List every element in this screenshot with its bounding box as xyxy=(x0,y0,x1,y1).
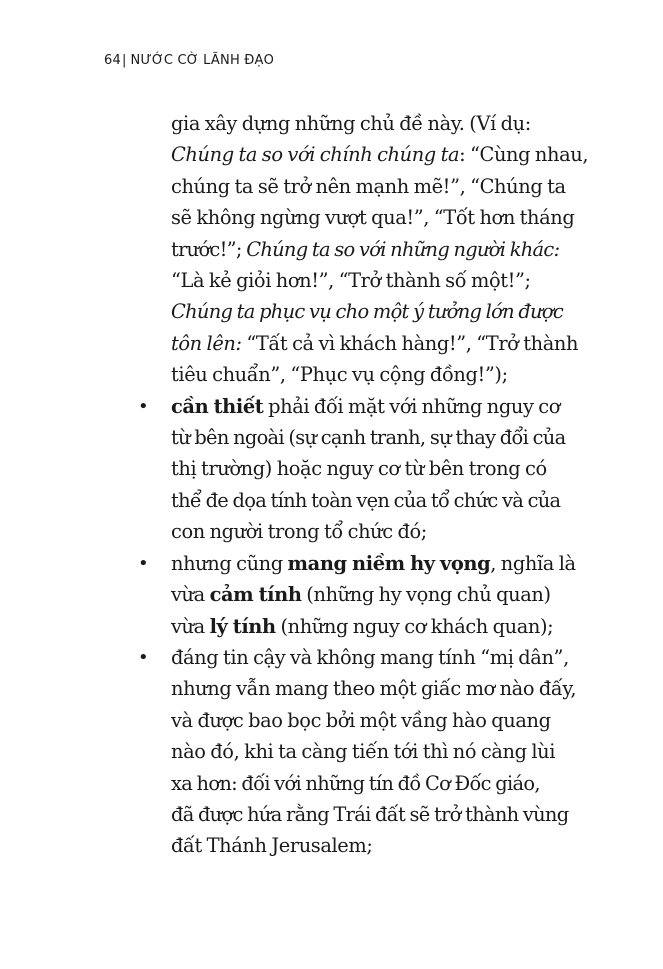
text-run: trước!”; xyxy=(171,237,247,261)
book-title: NƯỚC CỜ LÃNH ĐẠO xyxy=(130,53,275,68)
text-run: : “Cùng nhau, xyxy=(459,143,589,167)
text-line: nhưng vẫn mang theo một giấc mơ nào đấy, xyxy=(171,677,577,701)
text-line: từ bên ngoài (sự cạnh tranh, sự thay đổi của xyxy=(171,426,566,450)
text-line: đáng tin cậy và không mang tính “mị dân”, xyxy=(171,645,569,669)
bold-phrase: lý tính xyxy=(209,614,276,638)
text-line: “Là kẻ giỏi hơn!”, “Trở thành số một!”; xyxy=(171,269,531,293)
intro-paragraph xyxy=(171,108,589,391)
bold-phrase: cần thiết xyxy=(171,394,264,418)
text-line xyxy=(171,611,561,642)
text-run: nhưng cũng xyxy=(171,551,288,575)
text-line xyxy=(171,139,589,170)
text-run: “Tất cả vì khách hàng!”, “Trở thành xyxy=(241,331,579,355)
text-line: xa hơn: đối với những tín đồ Cơ Đốc giáo, xyxy=(171,771,540,795)
italic-phrase: Chúng ta so với những người khác: xyxy=(246,237,560,261)
italic-phrase: Chúng ta so với chính chúng ta xyxy=(171,143,460,167)
text-run: phải đối mặt với những nguy cơ xyxy=(263,394,561,418)
page-body xyxy=(138,108,589,862)
text-line: chúng ta sẽ trở nên mạnh mẽ!”, “Chúng ta xyxy=(171,174,566,198)
text-run: (những hy vọng chủ quan) xyxy=(301,583,551,607)
list-item xyxy=(138,391,566,548)
text-line: tiêu chuẩn”, “Phục vụ cộng đồng!”); xyxy=(171,363,508,387)
text-line: thể đe dọa tính toàn vẹn của tổ chức và của xyxy=(171,488,561,512)
bold-phrase: cảm tính xyxy=(209,583,302,607)
bullet-icon: • xyxy=(138,552,149,574)
italic-phrase: Chúng ta phục vụ cho một ý tưởng lớn được xyxy=(171,300,564,324)
text-run: (những nguy cơ khách quan); xyxy=(275,614,554,638)
text-line: nào đó, khi ta càng tiến tới thì nó càng lùi xyxy=(171,740,556,764)
bold-phrase: mang niềm hy vọng xyxy=(287,551,491,575)
text-run: , nghĩa là xyxy=(490,551,576,575)
list-item xyxy=(138,548,576,642)
list-item xyxy=(138,642,577,862)
text-line: sẽ không ngừng vượt qua!”, “Tốt hơn tháng xyxy=(171,206,575,230)
text-line: thị trường) hoặc nguy cơ từ bên trong có xyxy=(171,457,547,481)
text-line xyxy=(171,296,564,327)
page-number: 64 xyxy=(104,53,121,68)
text-run: vừa xyxy=(171,583,210,607)
text-run: vừa xyxy=(171,614,210,638)
text-line xyxy=(171,234,561,265)
text-line xyxy=(171,391,561,422)
text-line: gia xây dựng những chủ đề này. (Ví dụ: xyxy=(171,112,531,135)
header-separator: | xyxy=(121,53,127,68)
running-header xyxy=(104,53,274,68)
bullet-icon: • xyxy=(138,646,149,668)
text-line xyxy=(171,328,579,359)
text-line xyxy=(171,579,561,610)
bullet-icon: • xyxy=(138,395,149,417)
text-line: đã được hứa rằng Trái đất sẽ trở thành vùng xyxy=(171,802,569,826)
text-line: đất Thánh Jerusalem; xyxy=(171,834,373,858)
italic-phrase: tôn lên: xyxy=(171,331,242,355)
text-line: và được bao bọc bởi một vầng hào quang xyxy=(171,708,551,732)
text-line xyxy=(171,548,576,579)
text-line: con người trong tổ chức đó; xyxy=(171,520,427,544)
